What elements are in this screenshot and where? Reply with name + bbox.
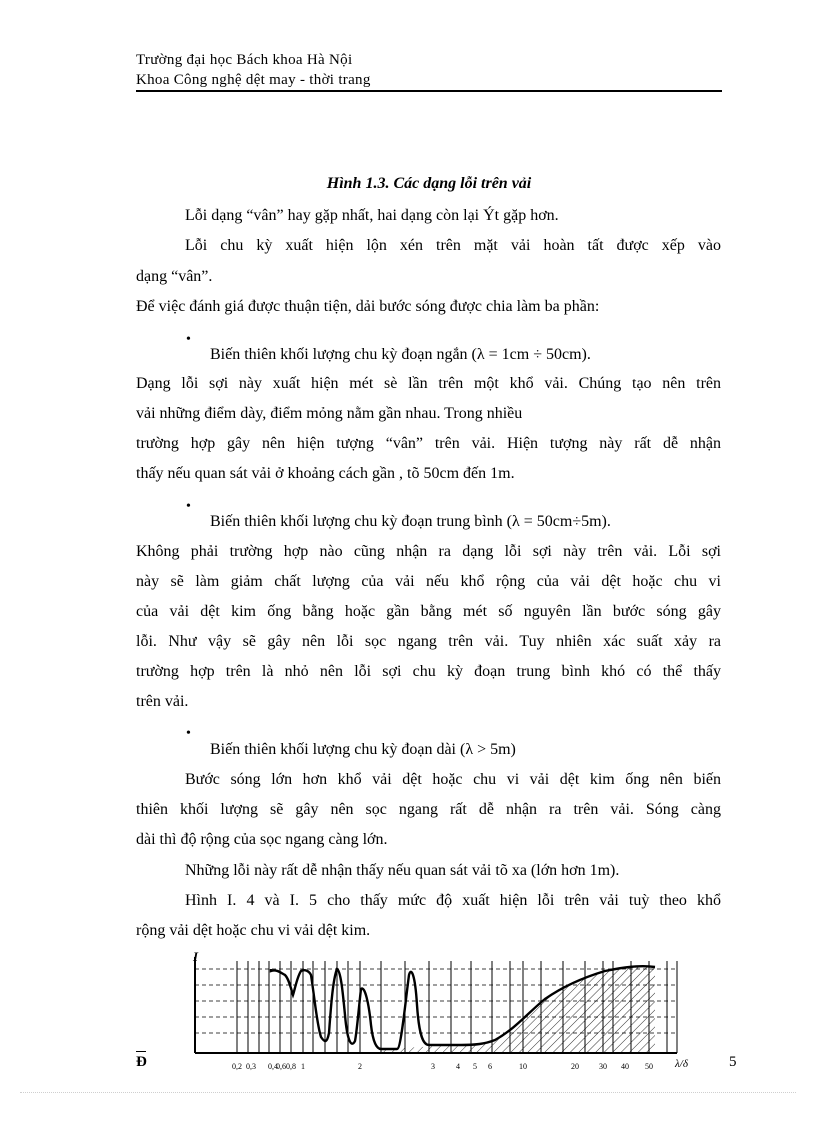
x-tick-label: 0,2 bbox=[232, 1062, 242, 1071]
y-axis-label: I bbox=[193, 949, 199, 964]
bullet-item-short: Biến thiên khối lượng chu kỳ đoạn ngắn (λ = 1cm ÷ 50cm). bbox=[210, 346, 591, 363]
x-tick-label: 0,3 bbox=[246, 1062, 256, 1071]
bullet-icon: • bbox=[186, 726, 191, 741]
paragraph-line: Hình I. 4 và I. 5 cho thấy mức độ xuất hiện lỗi trên vải tuỳ theo khổ bbox=[185, 892, 721, 909]
bullet-item-long: Biến thiên khối lượng chu kỳ đoạn dài (λ > 5m) bbox=[210, 741, 516, 758]
paragraph-line: trường hợp gây nên hiện tượng “vân” trên vải. Hiện tượng này rất dễ nhận bbox=[136, 435, 721, 452]
bullet-item-medium: Biến thiên khối lượng chu kỳ đoạn trung bình (λ = 50cm÷5m). bbox=[210, 513, 611, 530]
footer-left: Đ bbox=[136, 1054, 147, 1070]
paragraph-line: này sẽ làm giảm chất lượng của vải nếu khổ rộng của vải dệt hoặc chu vi bbox=[136, 573, 721, 590]
paragraph-line: rộng vải dệt hoặc chu vi vải dệt kim. bbox=[136, 922, 371, 939]
paragraph-line: Lỗi dạng “vân” hay gặp nhất, hai dạng còn lại Ýt gặp hơn. bbox=[185, 207, 559, 224]
x-tick-label: 20 bbox=[571, 1062, 579, 1071]
paragraph-line: thiên khối lượng sẽ gây nên sọc ngang rất dễ nhận ra trên vải. Sóng càng bbox=[136, 801, 721, 818]
paragraph-line: của vải dệt kim ống bằng hoặc gần bằng mét số nguyên lần bước sóng gây bbox=[136, 603, 721, 620]
x-tick-label: 4 bbox=[456, 1062, 460, 1071]
x-tick-label: 0,8 bbox=[286, 1062, 296, 1071]
bullet-icon: • bbox=[186, 499, 191, 514]
paragraph-line: dạng “vân”. bbox=[136, 268, 213, 285]
paragraph-line: Để việc đánh giá được thuận tiện, dải bước sóng được chia làm ba phần: bbox=[136, 298, 600, 315]
paragraph-line: lỗi. Như vậy sẽ gây nên lỗi sọc ngang trên vải. Tuy nhiên xác suất xảy ra bbox=[136, 633, 721, 650]
x-tick-label: 50 bbox=[645, 1062, 653, 1071]
paragraph-line: trường hợp trên là nhỏ nên lỗi sợi chu kỳ đoạn trung bình khó có thể thấy bbox=[136, 663, 721, 680]
paragraph-line: Lỗi chu kỳ xuất hiện lộn xén trên mặt vải hoàn tất được xếp vào bbox=[185, 237, 721, 254]
paragraph-line: trên vải. bbox=[136, 693, 189, 710]
page-number: 5 bbox=[729, 1054, 737, 1070]
x-tick-label: 30 bbox=[599, 1062, 607, 1071]
x-tick-label: 40 bbox=[621, 1062, 629, 1071]
figure-title: Hình 1.3. Các dạng lỗi trên vải bbox=[326, 175, 532, 192]
paragraph-line: Bước sóng lớn hơn khổ vải dệt hoặc chu vi vải dệt kim ống nên biến bbox=[185, 771, 721, 788]
bullet-icon: • bbox=[186, 332, 191, 347]
x-tick-label: 1 bbox=[301, 1062, 305, 1071]
header-rule bbox=[136, 90, 722, 92]
x-axis-label: λ/δ bbox=[675, 1058, 688, 1070]
x-tick-label: 0,4 bbox=[268, 1062, 278, 1071]
header-university: Trường đại học Bách khoa Hà Nội bbox=[136, 52, 353, 68]
paragraph-line: thấy nếu quan sát vải ở khoảng cách gần , tõ 50cm đến 1m. bbox=[136, 465, 515, 482]
paragraph-line: Dạng lỗi sợi này xuất hiện mét sè lần trên một khổ vải. Chúng tạo nên trên bbox=[136, 375, 721, 392]
paragraph-line: Không phải trường hợp nào cũng nhận ra dạng lỗi sợi này trên vải. Lỗi sợi bbox=[136, 543, 721, 560]
x-tick-label: 5 bbox=[473, 1062, 477, 1071]
paragraph-line: vải những điểm dày, điểm mỏng nằm gần nhau. Trong nhiều bbox=[136, 405, 523, 422]
paragraph-line: Những lỗi này rất dễ nhận thấy nếu quan sát vải tõ xa (lớn hơn 1m). bbox=[185, 862, 620, 879]
page-edge bbox=[20, 1092, 796, 1093]
x-tick-labels bbox=[232, 1062, 653, 1071]
paragraph-line: dài thì độ rộng của sọc ngang càng lớn. bbox=[136, 831, 388, 848]
x-tick-label: 0,6 bbox=[276, 1062, 286, 1071]
x-tick-label: 6 bbox=[488, 1062, 492, 1071]
x-tick-label: 10 bbox=[519, 1062, 527, 1071]
x-tick-label: 2 bbox=[358, 1062, 362, 1071]
header-faculty: Khoa Công nghệ dệt may - thời trang bbox=[136, 72, 371, 88]
x-tick-label: 3 bbox=[431, 1062, 435, 1071]
spectrogram-chart bbox=[185, 945, 710, 1080]
